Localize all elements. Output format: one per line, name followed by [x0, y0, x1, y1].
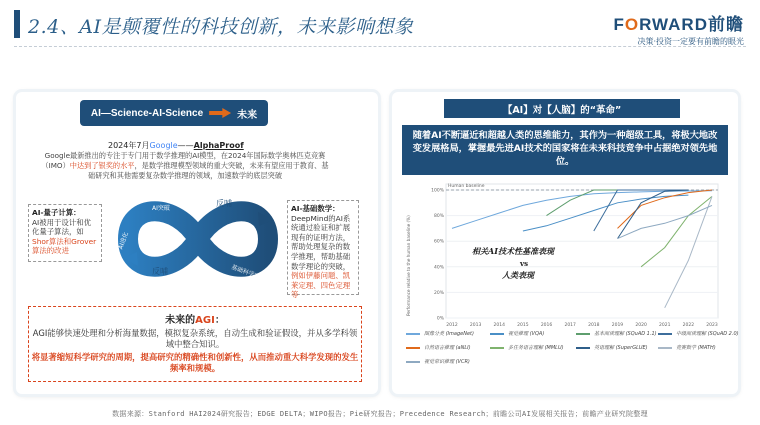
- loop-label-feedback-2: 反哺: [152, 267, 168, 276]
- alphaproof-separator: ——: [177, 141, 194, 150]
- x-tick-label: 2018: [588, 323, 600, 328]
- legend-item: [406, 330, 474, 337]
- legend-label: 自然语言推理 (aNLI): [424, 345, 471, 351]
- chart-annotation-line2: 人类表现: [502, 270, 534, 280]
- legend-label: 中级阅读理解 (SQuAD 2.0): [676, 331, 739, 337]
- chart-annotation-vs: vs: [520, 259, 529, 268]
- legend-item: [406, 344, 471, 351]
- legend-label: 多任务语言理解 (MMLU): [508, 345, 564, 351]
- x-tick-label: 2019: [611, 323, 624, 328]
- alphaproof-desc-highlight: 中达到了银奖的水平: [69, 161, 135, 170]
- math-title: AI-基础数学：: [291, 204, 340, 213]
- legend-label: 视觉常识推理 (VCR): [424, 359, 470, 365]
- basic-math-box: [287, 200, 359, 300]
- chart-legend: [400, 326, 739, 370]
- alphaproof-date: 2024年7月: [108, 141, 150, 150]
- legend-item: [406, 358, 470, 365]
- revolution-summary: 随着AI不断逼近和超越人类的思维能力，其作为一种超级工具，将极大地改变发展格局，掌握最先进AI技术的国家将在未来科技竞争中占据绝对领先地位。: [402, 125, 728, 175]
- legend-swatch: [406, 361, 420, 363]
- alphaproof-brand: Google: [149, 141, 178, 150]
- quantum-text: AI被用于设计和优化量子算法，如: [32, 217, 91, 237]
- logo-tagline: 决策·投资一定要有前瞻的眼光: [637, 37, 744, 46]
- x-tick-label: 2012: [446, 323, 458, 328]
- legend-label: 英语理解 (SuperGLUE): [594, 345, 648, 351]
- legend-label: 图像分类 (ImageNet): [424, 331, 474, 337]
- y-ticks: [431, 188, 445, 322]
- y-tick-label: 60%: [433, 239, 444, 245]
- y-tick-label: 20%: [433, 290, 444, 296]
- loop-label-feedback-1: 反哺: [216, 199, 232, 208]
- logo-pre: F: [613, 15, 625, 34]
- alphaproof-heading: [108, 140, 244, 151]
- alphaproof-desc-part2: ，是数学推理模型领域的重大突破，未来有望应用于教育、基础研究和其他需要复杂数学推理的领域，加速数学的底层突破: [87, 161, 329, 180]
- future-title-agi: AGI: [195, 315, 215, 326]
- y-tick-label: 0%: [436, 316, 444, 322]
- x-tick-label: 2022: [682, 323, 695, 328]
- ai-science-loop-diagram: [108, 190, 288, 288]
- future-agi-box: [28, 306, 362, 382]
- x-tick-label: 2017: [564, 323, 576, 328]
- legend-item: [658, 330, 739, 337]
- future-title-post: ：: [214, 315, 225, 326]
- legend-swatch: [406, 333, 420, 335]
- ai-science-label: AI—Science-AI-Science: [90, 107, 204, 119]
- alphaproof-name: AlphaProof: [193, 141, 244, 150]
- y-axis-label: Performance relative to the human baseline (%): [406, 215, 411, 316]
- x-tick-label: 2020: [635, 323, 647, 328]
- quantum-title: AI-量子计算：: [32, 208, 81, 217]
- alphaproof-description: [40, 151, 330, 181]
- header-divider: [14, 46, 746, 47]
- title-accent-bar: [14, 10, 20, 38]
- human-baseline-label: Human baseline: [448, 184, 485, 189]
- page-title: 2.4、AI是颠覆性的科技创新，未来影响想象: [28, 16, 414, 38]
- x-tick-label: 2014: [493, 323, 505, 328]
- ai-science-suffix: 未来: [237, 109, 258, 121]
- legend-swatch: [406, 347, 420, 349]
- quantum-highlight: Shor算法和Grover算法的改进: [32, 236, 97, 256]
- math-highlight: 例如伊藤问题、凯莱定理、四色定理等: [291, 271, 351, 300]
- legend-swatch: [658, 333, 672, 335]
- data-sources-footer: 数据来源：Stanford HAI2024研究报告；EDGE DELTA；WIPO报告；Pie研究报告；Precedence Research；前瞻公司AI发展相关报告；前瞻产业研究院整理: [112, 410, 648, 418]
- y-tick-label: 80%: [433, 214, 444, 220]
- alphaproof-desc-part1: Google最新推出的专注于专门用于数学推理的AI模型，在2024年国际数学奥林匹克竞赛（IMO）: [41, 151, 326, 170]
- y-tick-label: 100%: [431, 188, 444, 194]
- legend-label: 基本阅读理解 (SQuAD 1.1): [594, 331, 657, 337]
- future-agi-text: AGI能够快速处理和分析海量数据，模拟复杂系统，自动生成和验证假设，并从多学科领域中整合知识。: [32, 328, 358, 349]
- legend-item: [658, 344, 716, 351]
- chart-annotation-line1: 相关AI技术性基准表现: [472, 246, 554, 256]
- logo-o: O: [624, 15, 640, 34]
- x-tick-label: 2015: [517, 323, 529, 328]
- legend-swatch: [658, 347, 672, 349]
- math-text: DeepMind的AI系统通过验证和扩展现有的证明方法，帮助处理复杂的数学推理，帮助基础数学理论的突破，: [291, 213, 351, 271]
- legend-item: [490, 330, 544, 337]
- brand-logo: [613, 10, 744, 47]
- legend-swatch: [576, 347, 590, 349]
- quantum-computing-box: [28, 204, 102, 262]
- x-tick-label: 2016: [540, 323, 553, 328]
- loop-band: [128, 211, 268, 267]
- x-tick-label: 2013: [469, 323, 482, 328]
- revolution-tab: 【AI】对【人脑】的“革命”: [444, 99, 680, 118]
- legend-swatch: [576, 333, 590, 335]
- loop-label-ai-breakthrough: AI突破: [152, 205, 170, 212]
- legend-item: [576, 330, 657, 337]
- loop-label-basic-science: 基础科学突破: [230, 263, 267, 283]
- legend-swatch: [490, 347, 504, 349]
- loop-label-ai-evolution: AI进化: [117, 231, 130, 251]
- future-title-pre: 未来的: [165, 315, 196, 326]
- x-tick-label: 2021: [659, 323, 671, 328]
- future-agi-heading: [29, 311, 361, 326]
- legend-label: 视觉推理 (VQA): [508, 331, 545, 337]
- logo-post: RWARD前瞻: [639, 15, 744, 34]
- x-tick-label: 2023: [706, 323, 718, 328]
- y-tick-label: 40%: [433, 265, 444, 271]
- future-agi-highlight: 将显著缩短科学研究的周期，提高研究的精确性和创新性，从而推动重大科学发现的发生频率和规模。: [31, 352, 359, 373]
- legend-label: 竞赛数学 (MATH): [676, 345, 716, 351]
- legend-item: [490, 344, 564, 351]
- legend-swatch: [490, 333, 504, 335]
- legend-item: [576, 344, 648, 351]
- ai-science-tab: [80, 100, 268, 126]
- arrow-right-icon: [209, 108, 231, 118]
